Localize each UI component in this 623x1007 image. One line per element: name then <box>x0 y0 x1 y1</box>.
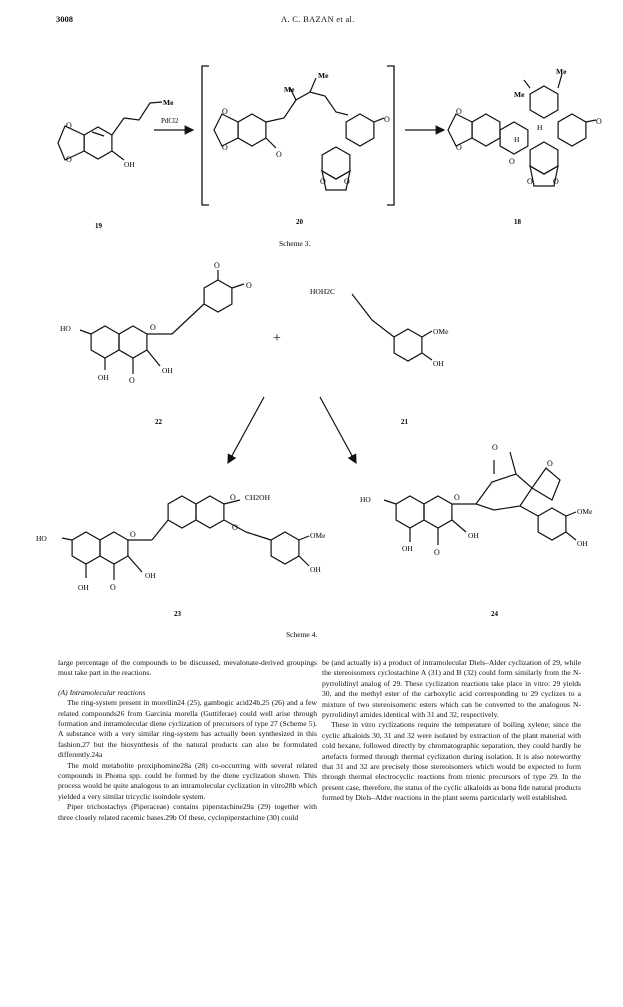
compound-21-structure <box>352 294 432 361</box>
substituent-ome: OMe <box>433 327 449 336</box>
compound-22-structure <box>80 270 244 374</box>
compound-19-structure <box>58 102 162 160</box>
page-number: 3008 <box>56 14 73 24</box>
atom-o: O <box>214 261 220 270</box>
substituent-ome: OMe <box>577 507 593 516</box>
substituent-oh: OH <box>124 160 135 169</box>
atom-o: O <box>232 523 238 532</box>
reagent-label: PdCl2 <box>161 117 179 125</box>
atom-o: O <box>130 530 136 539</box>
substituent-me: Me <box>318 71 329 80</box>
substituent-me: Me <box>163 98 174 107</box>
atom-o: O <box>110 583 116 592</box>
substituent-oh: OH <box>145 571 156 580</box>
bracket-right <box>387 66 394 205</box>
atom-o: O <box>492 443 498 452</box>
section-heading: (A) Intramolecular reactions <box>58 687 146 697</box>
atom-o: O <box>66 121 72 130</box>
substituent-oh: OH <box>162 366 173 375</box>
atom-o: O <box>384 115 390 124</box>
atom-o: O <box>222 143 228 152</box>
compound-label-24: 24 <box>491 610 498 618</box>
paragraph: be (and actually is) a product of intramolecular Diels–Alder cyclization of 29, while the stereoisomers cyclostachine A (31) and B (32) could form similarly from the N-pyrrolidinyl analog of 29. These cyclization reactions take place in vitro: 29 yields 30, and the methyl ester of the carboxylic acid corresponding to 29 cyclizes to a mixture of two stereoisomeric esters which can be converted to the analogous N-pyrrolidinyl amides identical with 31 and 32, respectively. <box>322 658 581 720</box>
atom-o: O <box>596 117 602 126</box>
compound-label-18: 18 <box>514 218 521 226</box>
substituent-ho: HO <box>36 534 47 543</box>
atom-o: O <box>454 493 460 502</box>
substituent-me: Me <box>514 90 525 99</box>
compound-20-structure <box>214 78 384 190</box>
substituent-ho: HO <box>60 324 71 333</box>
scheme-3 <box>58 66 602 248</box>
atom-o: O <box>553 177 559 186</box>
paragraph: The mold metabolite proxiphomine28a (28) co-occurring with several related compounds in Phoma spp. could be formed by the diene cyclization shown. This process would be quite analogous to an intramolecular cyclization in vitro28b which yielded a very similar tricyclic isoindole system. <box>58 760 317 801</box>
substituent-me: Me <box>284 85 295 94</box>
atom-o: O <box>456 107 462 116</box>
reaction-arrow <box>228 397 264 463</box>
scheme-4-caption: Scheme 4. <box>286 630 318 639</box>
atom-o: O <box>150 323 156 332</box>
atom-o: O <box>222 107 228 116</box>
paragraph: These in vitro cyclizations require the temperature of boiling xylene; since the cyclic alkaloids 30, 31 and 32 were isolated by extraction of the plant material with cold hexane, followed directly by chromatographic separation, they could hardly be artefacts formed through thermal cyclization during isolation. It is also noteworthy that 31 and 32 are precisely those stereoisomers which would be expected to form through thermal electrocyclic reactions from trienic precursors of type 29. In the present case, therefore, the status of the cyclic alkaloids as bona fide natural products formed by Diels–Alder reactions in the plant seems particularly well established. <box>322 720 581 803</box>
reaction-arrow <box>320 397 356 463</box>
paragraph: The ring-system present in morellin24 (25), gambogic acid24b,25 (26) and a few related compounds26 from Garcinia morella (Guttiferae) could well arise through formation and intramolecular diene cyclization of precursors of type 27 (Scheme 5). A substance with a very similar ring-system has actually been synthesized in this fashion,27 but the biosynthesis of the natural products can also be formulated differently.24a <box>58 698 317 760</box>
atom-o: O <box>434 548 440 557</box>
atom-o: O <box>344 177 350 186</box>
atom-o: O <box>66 155 72 164</box>
atom-h: H <box>514 135 520 144</box>
compound-label-20: 20 <box>296 218 303 226</box>
substituent-oh: OH <box>78 583 89 592</box>
atom-o: O <box>276 150 282 159</box>
compound-23-structure <box>62 496 309 580</box>
atom-o: O <box>547 459 553 468</box>
compound-label-21: 21 <box>401 418 408 426</box>
atom-o: O <box>527 177 533 186</box>
substituent-me: Me <box>556 67 567 76</box>
running-head: A. C. BAZAN et al. <box>281 14 355 24</box>
compound-label-19: 19 <box>95 222 102 230</box>
substituent-oh: OH <box>98 373 109 382</box>
text-column-left <box>58 658 317 823</box>
compound-label-22: 22 <box>155 418 162 426</box>
text-column-right <box>322 658 581 804</box>
bracket-left <box>202 66 209 205</box>
atom-o: O <box>246 281 252 290</box>
scheme-3-caption: Scheme 3. <box>279 239 311 248</box>
substituent-oh: OH <box>433 359 444 368</box>
paragraph: Piper trichostachys (Piperaceae) contains piperstachine29a (29) together with three closely related racemic bases.29b Of these, cyclopiperstachine (30) could <box>58 802 317 822</box>
compound-label-23: 23 <box>174 610 181 618</box>
atom-h: H <box>537 123 543 132</box>
substituent-hoh2c: HOH2C <box>310 287 336 296</box>
plus-sign: + <box>273 331 281 346</box>
substituent-ho: HO <box>360 495 371 504</box>
substituent-oh: OH <box>402 544 413 553</box>
atom-o: O <box>230 493 236 502</box>
scheme-4 <box>36 261 593 639</box>
substituent-ch2oh: CH2OH <box>245 493 271 502</box>
atom-o: O <box>509 157 515 166</box>
paragraph: large percentage of the compounds to be discussed, mevalonate-derived groupings must take part in the reactions. <box>58 658 317 678</box>
atom-o: O <box>320 177 326 186</box>
substituent-oh: OH <box>468 531 479 540</box>
atom-o: O <box>129 376 135 385</box>
atom-o: O <box>456 143 462 152</box>
substituent-ome: OMe <box>310 531 326 540</box>
substituent-oh: OH <box>577 539 588 548</box>
substituent-oh: OH <box>310 565 321 574</box>
